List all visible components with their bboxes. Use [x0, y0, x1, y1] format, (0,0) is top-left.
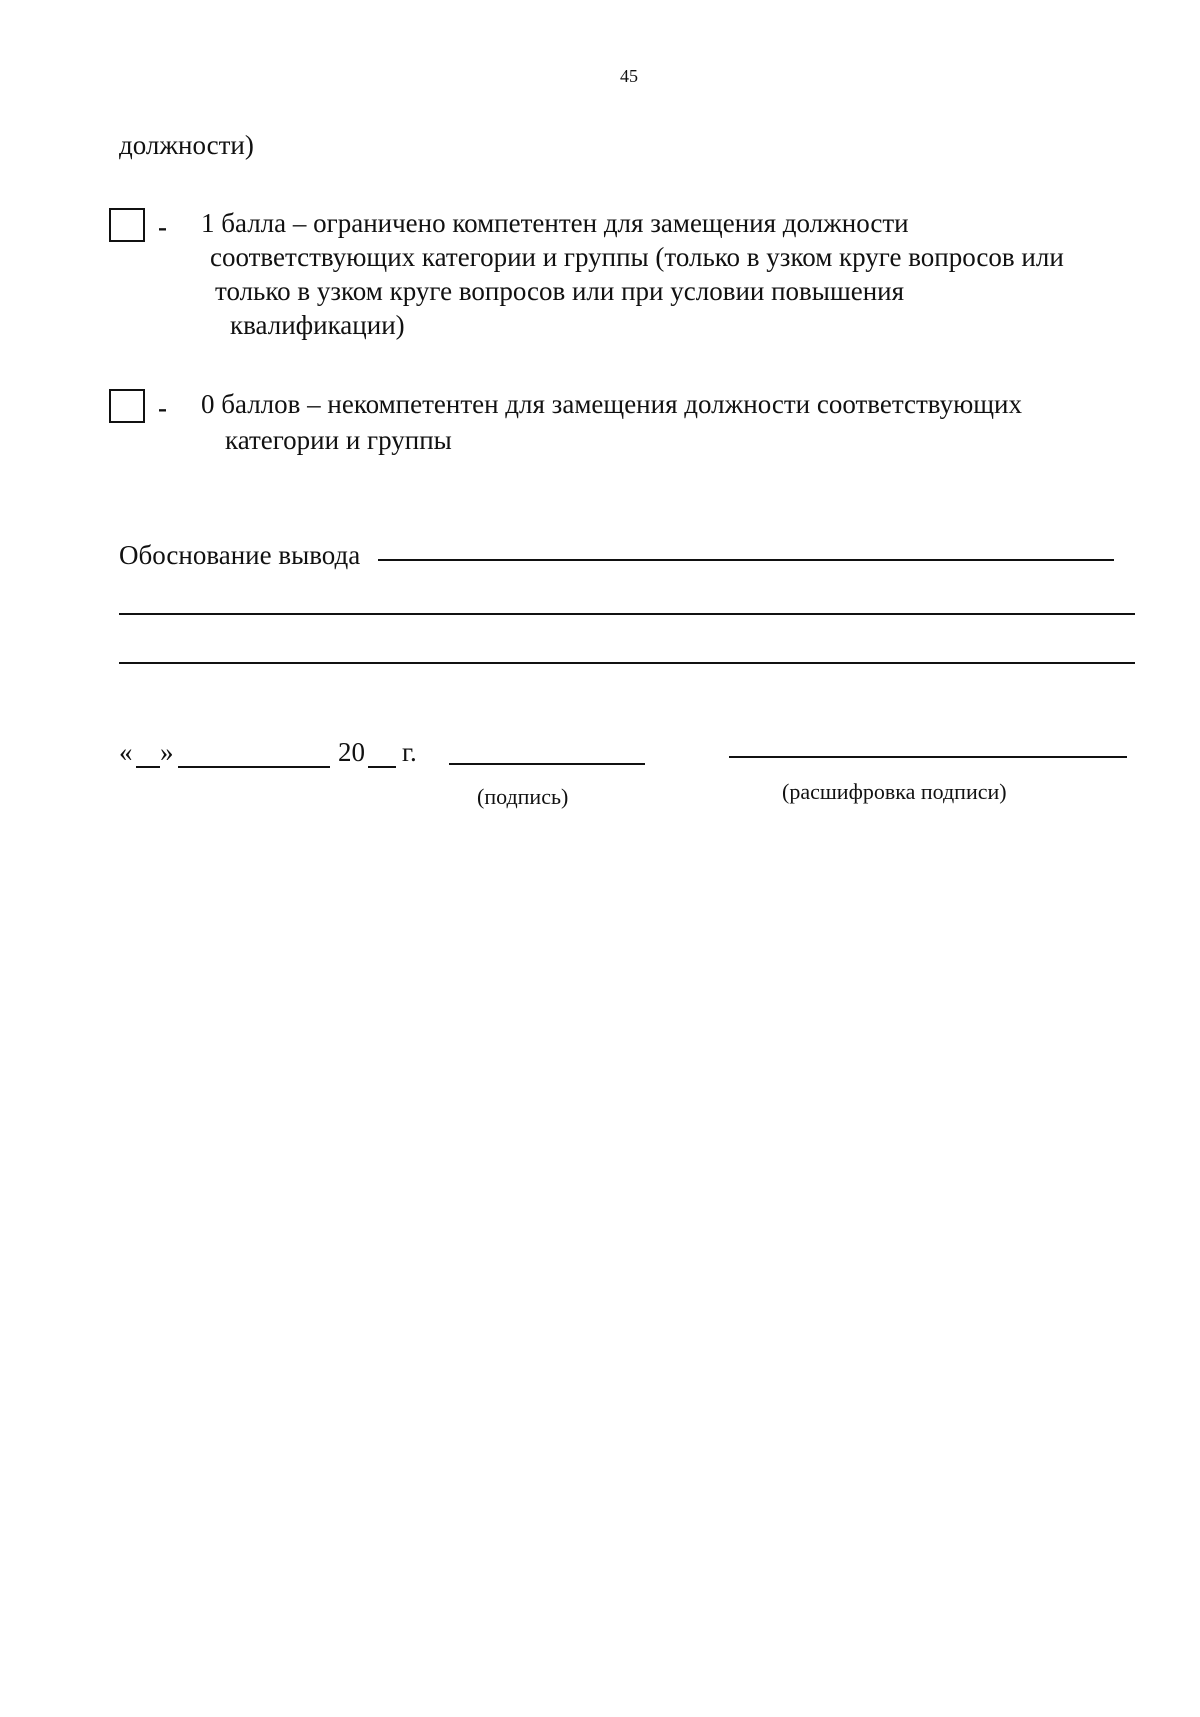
option-2-line-1: 0 баллов – некомпетентен для замещения должности соответствующих [201, 389, 1023, 419]
justification-line-3[interactable] [119, 662, 1135, 664]
justification-label: Обоснование вывода [119, 540, 361, 570]
date-year-prefix: 20 [338, 737, 365, 767]
option-1-line-4: квалификации) [230, 310, 405, 340]
date-year-blank[interactable] [368, 766, 396, 768]
signature-decoding-line[interactable] [729, 756, 1127, 758]
signature-caption: (подпись) [477, 784, 569, 809]
carry-over-text: должности) [119, 130, 254, 160]
option-1-line-3: только в узком круге вопросов или при условии повышения [215, 276, 905, 306]
date-open-quote: « [119, 737, 133, 767]
date-close-quote: » [160, 737, 174, 767]
page-number: 45 [620, 66, 638, 86]
date-day-blank[interactable] [136, 766, 160, 768]
signature-line[interactable] [449, 763, 645, 765]
option-1-checkbox[interactable] [109, 208, 145, 242]
option-2-dash: - [158, 393, 167, 423]
option-1-dash: - [158, 212, 167, 242]
date-year-suffix: г. [402, 737, 417, 767]
date-month-blank[interactable] [178, 766, 330, 768]
signature-decoding-caption: (расшифровка подписи) [782, 779, 1007, 804]
option-1-line-1: 1 балла – ограничено компетентен для замещения должности [201, 208, 909, 238]
option-2-line-2: категории и группы [225, 425, 452, 455]
justification-line-2[interactable] [119, 613, 1135, 615]
justification-line-1[interactable] [378, 559, 1114, 561]
option-1-line-2: соответствующих категории и группы (только в узком круге вопросов или [210, 242, 1064, 272]
option-2-checkbox[interactable] [109, 389, 145, 423]
